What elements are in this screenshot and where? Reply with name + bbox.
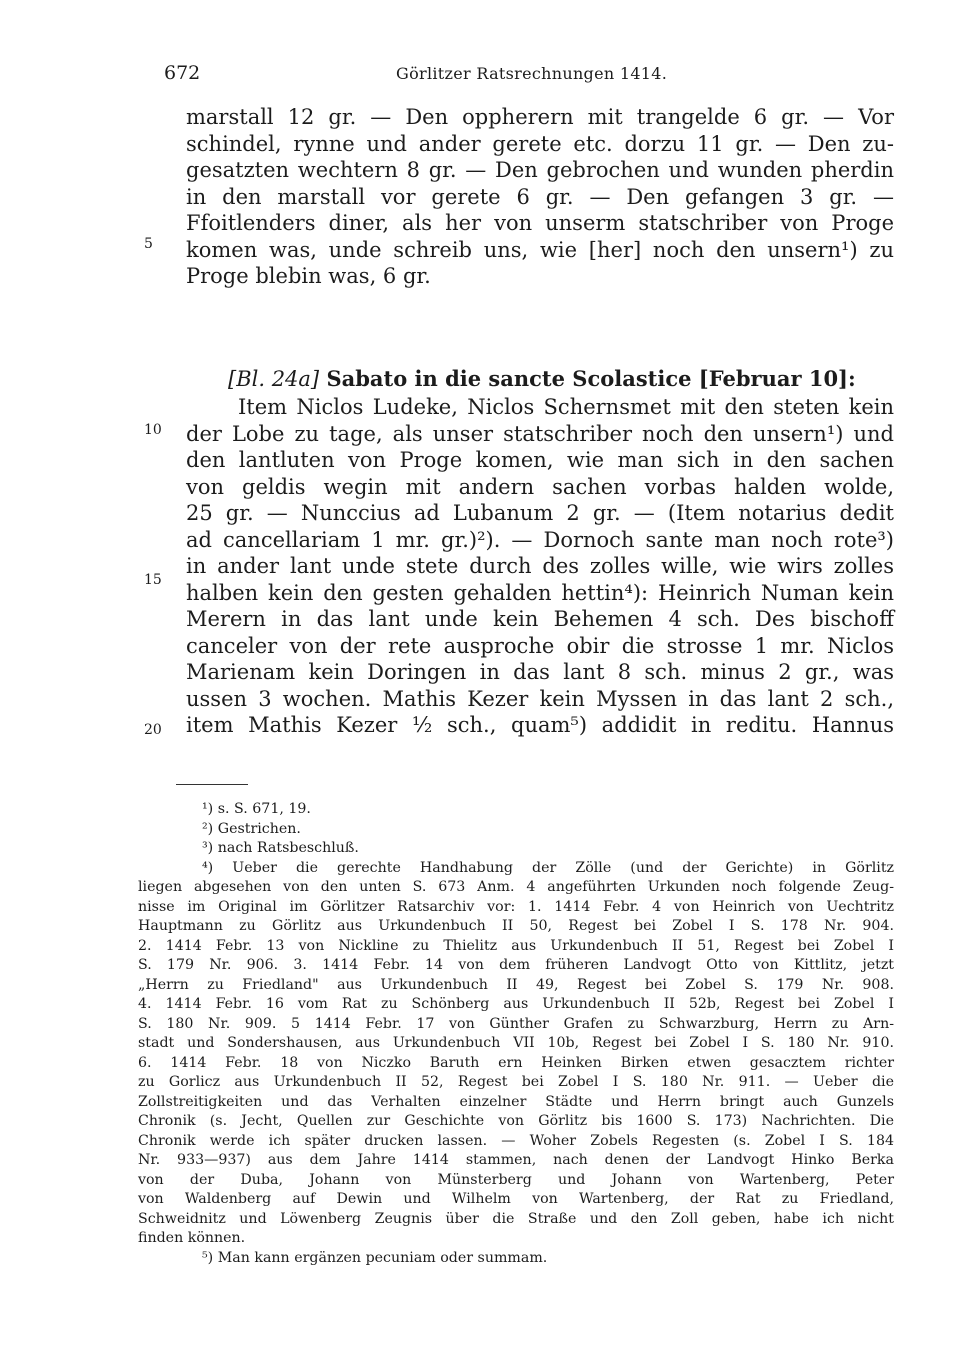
body-paragraph-top bbox=[186, 104, 894, 290]
text-line: komen was, unde schreib uns, wie [her] noch den unsern¹) zu bbox=[186, 237, 894, 262]
footnote-line: zu Gorlicz aus Urkundenbuch II 52, Regest bei Zobel I S. 180 Nr. 911. — Ueber die bbox=[138, 1074, 894, 1090]
text-line: der Lobe zu tage, als unser statschriber noch den unsern¹) und bbox=[186, 421, 894, 446]
footnotes bbox=[138, 800, 894, 1268]
text-line: marstall 12 gr. — Den oppherern mit trangelde 6 gr. — Vor bbox=[186, 105, 894, 129]
footnote-line: „Herrn zu Friedland" aus Urkundenbuch II 49, Regest bei Zobel S. 179 Nr. 908. bbox=[138, 976, 894, 993]
text-line: in ander lant unde stete durch des zolles wille, wie wirs zolles bbox=[186, 554, 894, 578]
footnote-line: 2. 1414 Febr. 13 von Nickline zu Thielitz aus Urkundenbuch II 51, Regest bei Zobel I bbox=[138, 937, 894, 954]
footnote-line: stadt und Sondershausen, aus Urkundenbuch VII 10b, Regest bei Zobel I S. 180 Nr. 910. bbox=[138, 1035, 894, 1051]
text-line: in den marstall vor gerete 6 gr. — Den gefangen 3 gr. — bbox=[186, 184, 894, 209]
folio-reference: [Bl. 24a] bbox=[228, 367, 320, 391]
footnote: ⁵) Man kann ergänzen pecuniam oder summam. bbox=[202, 1249, 548, 1266]
text-line: 25 gr. — Nunccius ad Lubanum 2 gr. — (Item notarius dedit bbox=[186, 501, 894, 525]
text-line: Ffoitlenders diner, als her von unserm statschriber von Proge bbox=[186, 211, 894, 235]
footnote: ¹) s. S. 671, 19. bbox=[202, 801, 311, 817]
footnote: ⁴) Ueber die gerechte Handhabung der Zölle (und der Gerichte) in Görlitz bbox=[202, 859, 894, 876]
text-line: schindel, rynne und ander gerete etc. dorzu 11 gr. — Den zu- bbox=[186, 131, 894, 156]
footnote-line: finden können. bbox=[138, 1230, 246, 1246]
line-number: 5 bbox=[144, 236, 153, 252]
text-line: gesatzten wechtern 8 gr. — Den gebrochen und wunden pherdin bbox=[186, 158, 894, 182]
section-heading bbox=[228, 366, 856, 391]
text-line: item Mathis Kezer ½ sch., quam⁵) addidit in reditu. Hannus bbox=[186, 713, 894, 737]
footnote-line: nisse im Original im Görlitzer Ratsarchiv vor: 1. 1414 Febr. 4 von Heinrich von Uechtritz bbox=[138, 898, 894, 915]
footnote-line: Zollstreitigkeiten und das Verhalten einzelner Städte und Herrn bringt auch Gunzels bbox=[138, 1093, 894, 1110]
text-line: Item Niclos Ludeke, Niclos Schernsmet mit den steten kein bbox=[238, 395, 894, 419]
page-number: 672 bbox=[164, 62, 201, 84]
footnote-line: S. 180 Nr. 909. 5 1414 Febr. 17 von Günther Grafen zu Schwarzburg, Herrn zu Arn- bbox=[138, 1015, 894, 1032]
footnote-separator bbox=[176, 784, 248, 785]
text-line: ad cancellariam 1 mr. gr.)²). — Dornoch sante man noch rote³) bbox=[186, 527, 894, 552]
footnote-line: 4. 1414 Febr. 16 vom Rat zu Schönberg aus Urkundenbuch II 52b, Regest bei Zobel I bbox=[138, 996, 894, 1012]
heading-text: Sabato in die sancte Scolastice [Februar 10]: bbox=[326, 366, 856, 391]
text-line: canceler von der rete ausproche obir die strosse 1 mr. Niclos bbox=[186, 633, 894, 658]
footnote-line: liegen abgesehen von den unten S. 673 Anm. 4 angeführten Urkunden noch folgende Zeug- bbox=[138, 879, 894, 895]
footnote: ²) Gestrichen. bbox=[202, 820, 301, 837]
line-number: 20 bbox=[144, 722, 162, 738]
body-paragraph-main bbox=[186, 394, 894, 739]
footnote: ³) nach Ratsbeschluß. bbox=[202, 840, 359, 856]
running-title: Görlitzer Ratsrechnungen 1414. bbox=[396, 64, 668, 83]
page-header bbox=[164, 62, 894, 88]
footnote-line: Hauptmann zu Görlitz aus Urkundenbuch II 50, Regest bei Zobel I S. 178 Nr. 904. bbox=[138, 918, 894, 934]
footnote-line: S. 179 Nr. 906. 3. 1414 Febr. 14 von dem früheren Landvogt Otto von Kittlitz, jetzt bbox=[138, 957, 894, 973]
footnote-line: Nr. 933—937) aus dem Jahre 1414 stammen, nach denen der Landvogt Hinko Berka bbox=[138, 1152, 894, 1168]
footnote-line: 6. 1414 Febr. 18 von Niczko Baruth ern Heinken Birken etwen gesacztem richter bbox=[138, 1054, 894, 1071]
text-line: halben kein den gesten gehalden hettin⁴): Heinrich Numan kein bbox=[186, 580, 894, 605]
line-number: 10 bbox=[144, 422, 162, 438]
text-line: Marienam kein Doringen in das lant 8 sch. minus 2 gr., was bbox=[186, 660, 894, 684]
text-line: Proge blebin was, 6 gr. bbox=[186, 264, 431, 288]
footnote-line: Chronik (s. Jecht, Quellen zur Geschichte von Görlitz bis 1600 S. 173) Nachrichten. Die bbox=[138, 1113, 894, 1129]
text-line: ussen 3 wochen. Mathis Kezer kein Myssen in das lant 2 sch., bbox=[186, 686, 894, 711]
text-line: Merern in das lant unde kein Behemen 4 sch. Des bischoff bbox=[186, 607, 894, 631]
footnote-line: Schweidnitz und Löwenberg Zeugnis über die Straße und den Zoll geben, habe ich nicht bbox=[138, 1210, 894, 1227]
text-line: von geldis wegin mit andern sachen vorbas halden wolde, bbox=[186, 474, 894, 499]
text-line: den lantluten von Proge komen, wie man sich in den sachen bbox=[186, 448, 894, 472]
footnote-line: Chronik werde ich später drucken lassen. — Woher Zobels Regesten (s. Zobel I S. 184 bbox=[138, 1132, 894, 1149]
line-number: 15 bbox=[144, 572, 162, 588]
footnote-line: von der Duba, Johann von Münsterberg und Johann von Wartenberg, Peter bbox=[138, 1171, 894, 1188]
footnote-line: von Waldenberg auf Dewin und Wilhelm von Wartenberg, der Rat zu Friedland, bbox=[138, 1191, 894, 1207]
